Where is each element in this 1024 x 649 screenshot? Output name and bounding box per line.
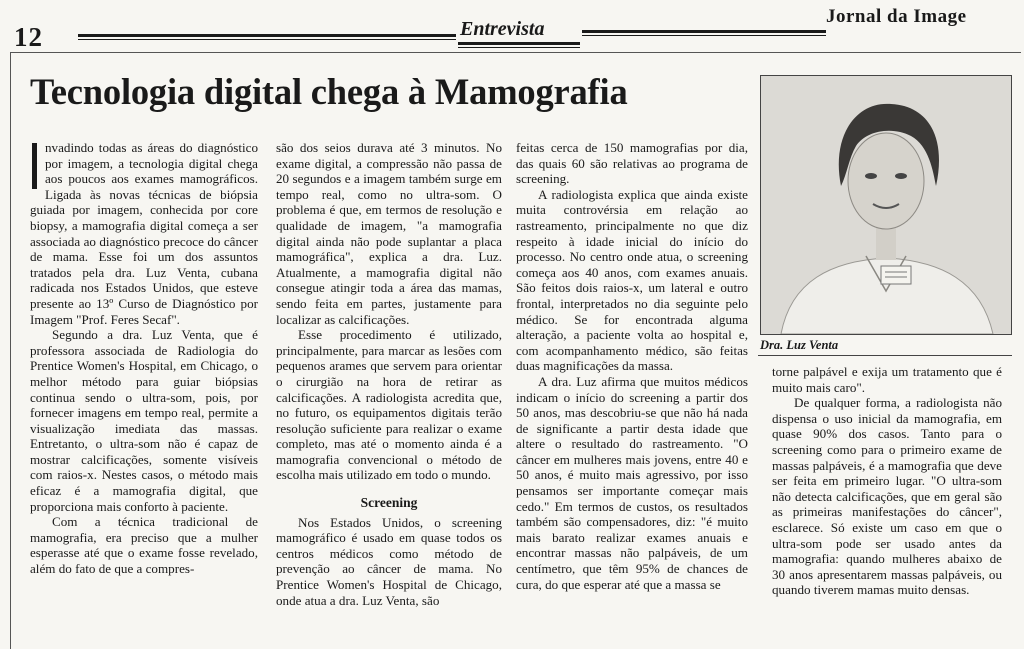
header-rule-left (78, 34, 456, 40)
headline: Tecnologia digital chega à Mamografia (30, 71, 628, 112)
paragraph: Com a técnica tradicional de mamografia, era preciso que a mulher esperasse até que o exame fosse revelado, além do fato de que a compres- (30, 514, 258, 577)
paragraph: Segundo a dra. Luz Venta, que é professora associada de Radiologia do Prentice Women's Hospital, em Chicago, o melhor método para guiar biópsias continua sendo o ultra-som, pois, por fornecer imagens em tempo real, permite a visualização imediata das massas. Entretanto, o ultra-som não é capaz de mostrar calcificações, somente visíveis com raios-x. Nestes casos, o método mais eficaz é a mamografia digital, que proporciona mais conforto à paciente. (30, 327, 258, 514)
page-number: 12 (14, 22, 43, 52)
header-rule-under-section (458, 42, 580, 48)
paragraph: Nos Estados Unidos, o screening mamográfico é usado em quase todos os centros médicos como método de prevenção ao câncer de mama. No Prentice Women's Hospital de Chicago, onde atua a dra. Luz Venta, são (276, 514, 502, 608)
publication-name: Jornal da Image (826, 6, 967, 27)
section-label: Entrevista (460, 18, 545, 40)
subheading-screening: Screening (360, 495, 418, 511)
paragraph: torne palpável e exija um tratamento que é muito mais caro". (772, 364, 1002, 395)
drop-cap-i (32, 143, 37, 189)
paragraph: nvadindo todas as áreas do diagnóstico por imagem, a tecnologia digital chega aos poucos aos exames mamográficos. Ligada às novas técnicas de biópsia guiada por imagem, conhecida por core biopsy, a mamografia digital começa a ser associada ao diagnóstico precoce do câncer de mama. Esse foi um dos assuntos tratados pela dra. Luz Venta, cubana radicada nos Estados Unidos, que esteve presente ao 13º Curso de Diagnóstico por Imagem "Prof. Feres Secaf". (30, 140, 258, 327)
caption-divider (758, 355, 1012, 356)
paragraph: Esse procedimento é utilizado, principalmente, para marcar as lesões com pequenos arames que servem para orientar o cirurgião na hora de retirar as calcificações. A radiologista acredita que, no futuro, os equipamentos digitais terão resolução suficiente para realizar o exame completo, mas até o momento ainda é a mamografia convencional o método de escolha mais utilizado em todo o mundo. (276, 327, 502, 483)
article-column-1 (30, 140, 258, 577)
paragraph: De qualquer forma, a radiologista não dispensa o uso inicial da mamografia, em quase 90% dos casos. Tanto para o screening como para o primeiro exame de massas palpáveis, é a mamografia que deve ser feita em primeiro lugar. "O ultra-som não detecta calcificações, que em geral são as primeiras manifestações do câncer", esclarece. Só existe um caso em que o ultra-som pode ser usado antes da mamografia: quando mulheres abaixo de 30 anos apresentarem massas palpáveis, ou quando tiverem mamas muito densas. (772, 395, 1002, 598)
page-header (0, 0, 1024, 52)
portrait-photo (760, 75, 1012, 335)
article-column-2 (276, 140, 502, 608)
header-rule-mid (582, 30, 826, 36)
paragraph: A dra. Luz afirma que muitos médicos indicam o início do screening a partir dos 50 anos, mas descobriu-se que não há nada de significante a partir desta idade que altere o resultado do rastreamento. "O câncer em mulheres mais jovens, entre 40 e 50 anos, é muito mais agressivo, por isso pensamos ser importante começar mais cedo." Em termos de custos, os resultados também são compensadores, diz: "é muito mais barato realizar exames anuais e encontrar massas não palpáveis, de um centímetro, que têm 95% de chances de cura, do que esperar até que a massa se (516, 373, 748, 592)
article-column-3 (516, 140, 748, 592)
photo-caption: Dra. Luz Venta (760, 338, 839, 352)
paragraph: A radiologista explica que ainda existe muita controvérsia em relação ao rastreamento, principalmente no que diz respeito à idade inicial do início do processo. No centro onde atua, o screening começa aos 40 anos, com exames anuais. São feitos dois raios-x, um lateral e outro frontal, interpretados no dia seguinte pelo médico. Se for encontrada alguma alteração, a paciente volta ao hospital e, com acompanhamento médico, são feitas duas magnificações da massa. (516, 186, 748, 374)
article-column-4 (772, 364, 1002, 598)
paragraph: são dos seios durava até 3 minutos. No exame digital, a compressão não passa de 20 segundos e a imagem também surge em tempo real, como no ultra-som. O problema é que, em termos de resolução e qualidade de imagem, "a mamografia digital ainda não pode suplantar a placa mamográfica", explica a dra. Luz. Atualmente, a mamografia digital não consegue atingir toda a área das mamas, sendo feita em partes, justamente para localizar as calcificações. (276, 140, 502, 327)
paragraph: feitas cerca de 150 mamografias por dia, das quais 60 são relativas ao programa de screening. (516, 140, 748, 187)
portrait-illustration (761, 76, 1011, 334)
